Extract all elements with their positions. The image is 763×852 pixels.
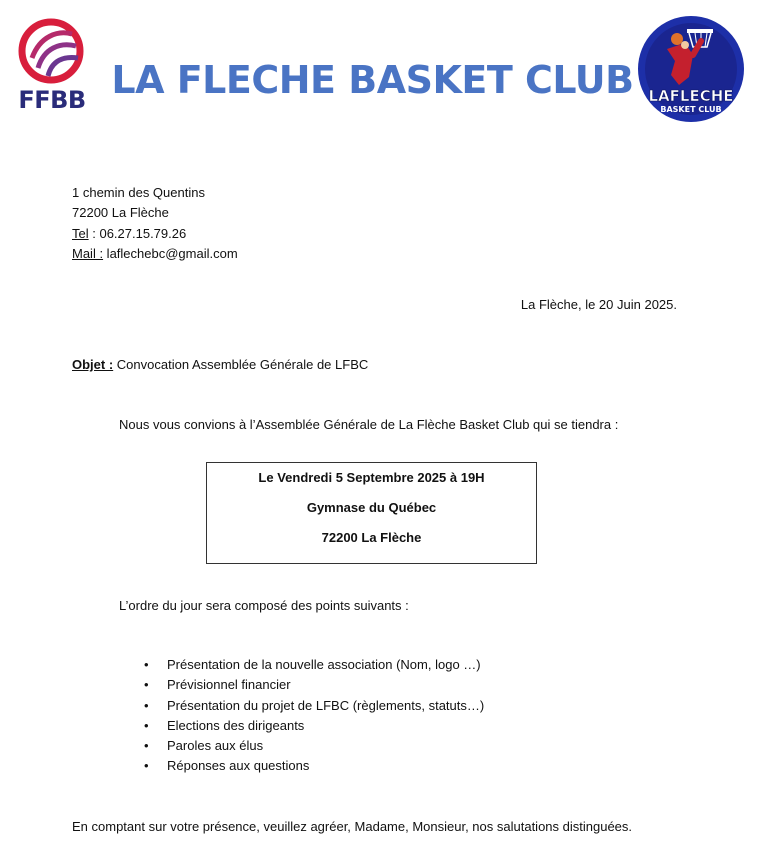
club-logo-line1: LAFLECHE (648, 87, 734, 105)
address-mail (72, 244, 238, 264)
invitation-text: Nous vous convions à l’Assemblée Générale de La Flèche Basket Club qui se tiendra : (119, 417, 619, 432)
bullet-icon: • (144, 657, 149, 672)
date-line: La Flèche, le 20 Juin 2025. (520, 297, 677, 312)
page-title: LA FLECHE BASKET CLUB (111, 58, 634, 102)
address-phone (72, 224, 186, 244)
address-city: 72200 La Flèche (72, 205, 169, 220)
club-logo-line2: BASKET CLUB (660, 105, 722, 114)
ffbb-logo-text: FFBB (18, 86, 86, 114)
object-text: Convocation Assemblée Générale de LFBC (113, 357, 369, 372)
agenda-list (140, 655, 484, 777)
bullet-icon: • (144, 697, 149, 713)
list-item: • Prévisionnel financier (140, 675, 484, 695)
agenda-intro: L’ordre du jour sera composé des points suivants : (119, 598, 409, 613)
event-where: Gymnase du Québec (306, 500, 437, 515)
closing-text: En comptant sur votre présence, veuillez agréer, Madame, Monsieur, nos salutations distinguées. (72, 819, 633, 834)
bullet-icon: • (144, 677, 149, 693)
list-item: • Paroles aux élus (140, 736, 484, 756)
address-street: 1 chemin des Quentins (72, 185, 205, 200)
club-logo (637, 15, 745, 123)
object-label: Objet : (72, 357, 114, 372)
object-line (72, 357, 368, 372)
mail-value: laflechebc@gmail.com (103, 246, 238, 261)
list-item: • Présentation de la nouvelle association (Nom, logo …) (140, 655, 484, 675)
list-item: • Présentation du projet de LFBC (règlements, statuts…) (140, 696, 484, 716)
ffbb-ball-icon (18, 18, 86, 88)
mail-label: Mail : (72, 246, 104, 261)
event-city: 72200 La Flèche (321, 530, 422, 545)
basketball-player-icon (637, 15, 745, 123)
phone-label: Tel (72, 226, 89, 241)
list-item: • Réponses aux questions (140, 756, 484, 776)
event-when: Le Vendredi 5 Septembre 2025 à 19H (258, 470, 485, 485)
bullet-icon: • (144, 758, 149, 774)
phone-value: : 06.27.15.79.26 (88, 226, 187, 241)
list-item: • Elections des dirigeants (140, 716, 484, 736)
bullet-icon: • (144, 717, 149, 733)
event-box (206, 462, 537, 564)
bullet-icon: • (144, 738, 149, 754)
